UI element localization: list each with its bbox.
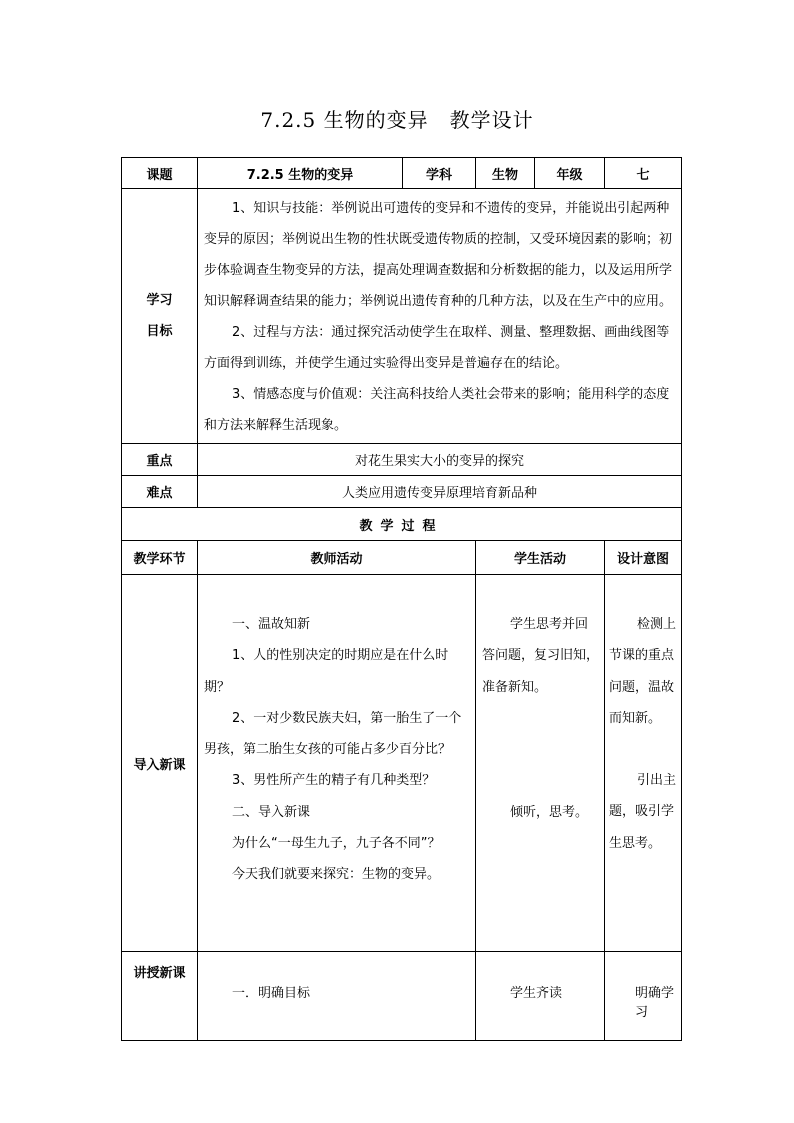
intro-design-intent — [605, 575, 682, 952]
intent-line: 引出主题，吸引学生思考。 — [609, 773, 677, 851]
new-lesson-stage: 讲授新课 — [122, 952, 198, 1041]
intro-row — [122, 575, 682, 952]
new-lesson-row — [122, 952, 682, 1041]
document-title: 7.2.5 生物的变异 教学设计 — [260, 108, 534, 132]
goals-row — [122, 189, 682, 444]
column-header-stage: 教学环节 — [122, 541, 198, 575]
goals-label-line1: 学习 — [146, 293, 173, 308]
goals-content — [198, 189, 682, 444]
teacher-line: 为什么“一母生九子，九子各不同”？ — [232, 836, 441, 852]
topic-value: 7.2.5 生物的变异 — [198, 158, 403, 189]
topic-label: 课题 — [122, 158, 198, 189]
difficult-point-value: 人类应用遗传变异原理培育新品种 — [198, 476, 682, 508]
subject-label: 学科 — [403, 158, 476, 189]
column-header-intent: 设计意图 — [605, 541, 682, 575]
goals-label — [122, 189, 198, 444]
lesson-plan-table — [121, 157, 682, 1041]
student-line: 倾听，思考。 — [510, 804, 589, 820]
difficult-point-label: 难点 — [122, 476, 198, 508]
process-title: 教学过程 — [122, 508, 682, 541]
column-header-student: 学生活动 — [476, 541, 605, 575]
new-lesson-intent: 明确学习 — [605, 952, 682, 1041]
teacher-line: 一、温故知新 — [232, 617, 311, 632]
intro-teacher-activity — [198, 575, 476, 952]
new-lesson-teacher: 一．明确目标 — [198, 952, 476, 1041]
goals-label-line2: 目标 — [146, 324, 173, 339]
process-title-row — [122, 508, 682, 541]
grade-value: 七 — [605, 158, 682, 189]
column-header-row — [122, 541, 682, 575]
teacher-line: 3、男性所产生的精子有几种类型？ — [232, 773, 436, 789]
grade-label: 年级 — [535, 158, 605, 189]
goal-paragraph: 1、知识与技能：举例说出可遗传的变异和不遗传的变异，并能说出引起两种变异的原因；举例说出生物的性状既受遗传物质的控制，又受环境因素的影响；初步体验调查生物变异的方法，提高处理调查数据和分析数据的能力，以及运用所学知识解释调查结果的能力；举例说出遗传育种的几种方法，以及在生产中的应用。 — [204, 201, 673, 309]
difficult-point-row — [122, 476, 682, 508]
teacher-line: 1、人的性别决定的时期应是在什么时期？ — [204, 648, 449, 695]
goal-paragraph: 3、情感态度与价值观：关注高科技给人类社会带来的影响；能用科学的态度和方法来解释生活现象。 — [204, 387, 670, 433]
intro-student-activity — [476, 575, 605, 952]
intent-line: 检测上节课的重点问题，温故而知新。 — [609, 617, 677, 726]
goal-paragraph: 2、过程与方法：通过探究活动使学生在取样、测量、整理数据、画曲线图等方面得到训练，并使学生通过实验得出变异是普遍存在的结论。 — [204, 325, 670, 371]
student-line: 学生思考并回答问题，复习旧知，准备新知。 — [482, 617, 600, 695]
key-point-value: 对花生果实大小的变异的探究 — [198, 444, 682, 476]
key-point-row — [122, 444, 682, 476]
column-header-teacher: 教师活动 — [198, 541, 476, 575]
teacher-line: 二、导入新课 — [232, 804, 311, 820]
intro-stage: 导入新课 — [122, 575, 198, 952]
header-row — [122, 158, 682, 189]
teacher-line: 2、一对少数民族夫妇，第一胎生了一个男孩，第二胎生女孩的可能占多少百分比？ — [204, 710, 462, 758]
key-point-label: 重点 — [122, 444, 198, 476]
subject-value: 生物 — [476, 158, 535, 189]
new-lesson-student: 学生齐读 — [476, 952, 605, 1041]
teacher-line: 今天我们就要来探究：生物的变异。 — [232, 867, 441, 883]
